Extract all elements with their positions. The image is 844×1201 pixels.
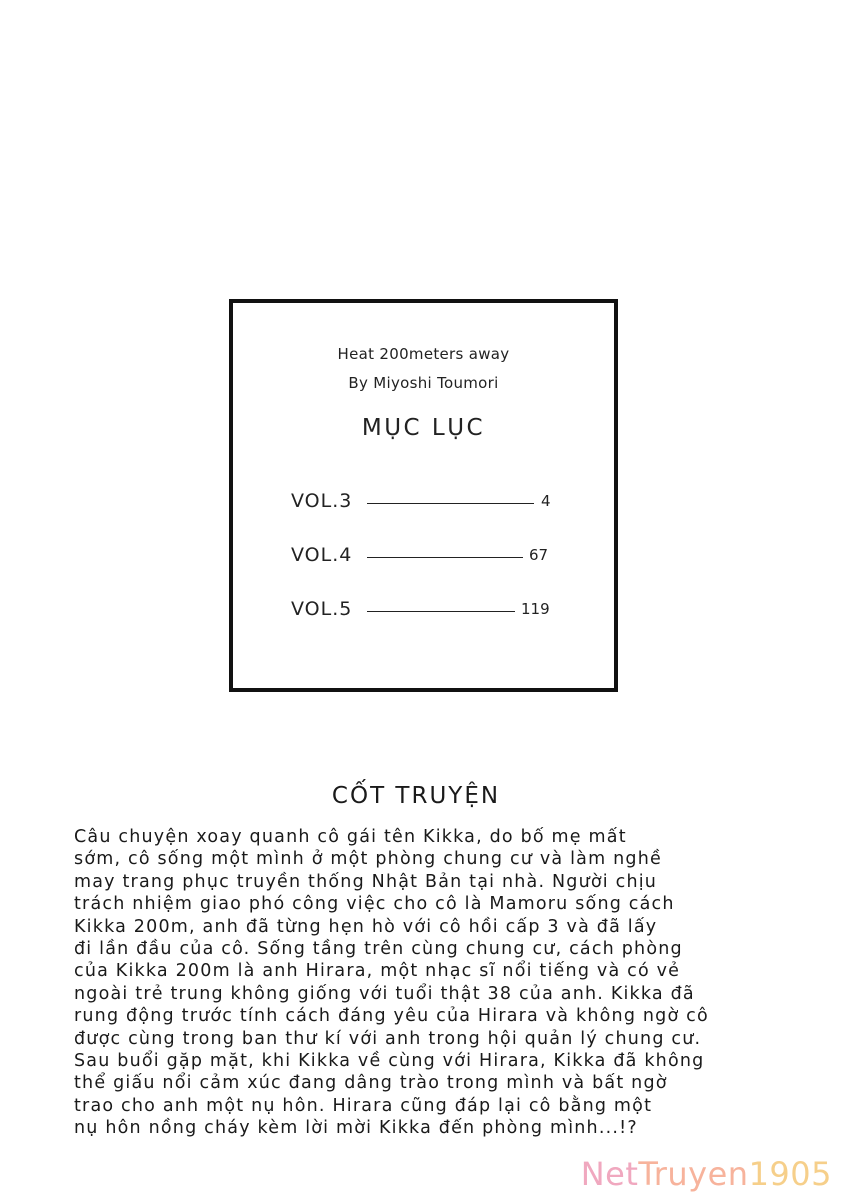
toc-entry: [291, 544, 561, 570]
watermark-part: Net: [580, 1155, 639, 1193]
synopsis-line: được cùng trong ban thư kí với anh trong hội quản lý chung cư.: [74, 1028, 702, 1049]
synopsis-heading: CỐT TRUYỆN: [331, 783, 501, 809]
synopsis-line: của Kikka 200m là anh Hirara, một nhạc sĩ nổi tiếng và có vẻ: [74, 961, 681, 982]
synopsis-line: trách nhiệm giao phó công việc cho cô là Mamoru sống cách: [74, 894, 675, 915]
toc-heading: MỤC LỤC: [361, 415, 486, 441]
synopsis-line: sớm, cô sống một mình ở một phòng chung cư và làm nghề: [74, 849, 662, 870]
synopsis-line: thể giấu nổi cảm xúc đang dâng trào trong mình và bất ngờ: [74, 1073, 668, 1094]
toc-entry-page: 4: [541, 492, 551, 510]
toc-entry: [291, 490, 561, 516]
synopsis-body: [74, 826, 814, 1140]
book-author: By Miyoshi Toumori: [348, 374, 499, 392]
toc-entry-volume: VOL.3: [291, 490, 353, 512]
toc-entry-volume: VOL.4: [291, 544, 353, 566]
toc-entry-page: 119: [521, 600, 550, 618]
synopsis-line: Kikka 200m, anh đã từng hẹn hò với cô hồi cấp 3 và đã lấy: [74, 916, 658, 937]
toc-entry: [291, 598, 561, 624]
synopsis-line: Câu chuyện xoay quanh cô gái tên Kikka, do bố mẹ mất: [74, 827, 627, 847]
synopsis-line: ngoài trẻ trung không giống với tuổi thật 38 của anh. Kikka đã: [74, 983, 695, 1004]
watermark-part: 1905: [748, 1155, 832, 1193]
toc-leader-line: [367, 611, 515, 612]
synopsis-line: rung động trước tính cách đáng yêu của Hirara và không ngờ cô: [74, 1006, 709, 1027]
toc-leader-line: [367, 503, 534, 504]
synopsis-line: Sau buổi gặp mặt, khi Kikka về cùng với Hirara, Kikka đã không: [74, 1051, 705, 1072]
toc-leader-line: [367, 557, 523, 558]
synopsis-line: may trang phục truyền thống Nhật Bản tại nhà. Người chịu: [74, 871, 658, 892]
table-of-contents-box: [229, 299, 618, 692]
site-watermark-logo: [581, 1155, 832, 1193]
toc-entry-volume: VOL.5: [291, 598, 353, 620]
watermark-part: Truyen: [638, 1155, 749, 1193]
toc-entry-page: 67: [529, 546, 549, 564]
synopsis-line: đi lần đầu của cô. Sống tầng trên cùng chung cư, cách phòng: [74, 939, 683, 960]
synopsis-line: nụ hôn nồng cháy kèm lời mời Kikka đến phòng mình...!?: [74, 1118, 638, 1139]
book-title: Heat 200meters away: [337, 345, 510, 363]
synopsis-line: trao cho anh một nụ hôn. Hirara cũng đáp lại cô bằng một: [74, 1095, 653, 1116]
